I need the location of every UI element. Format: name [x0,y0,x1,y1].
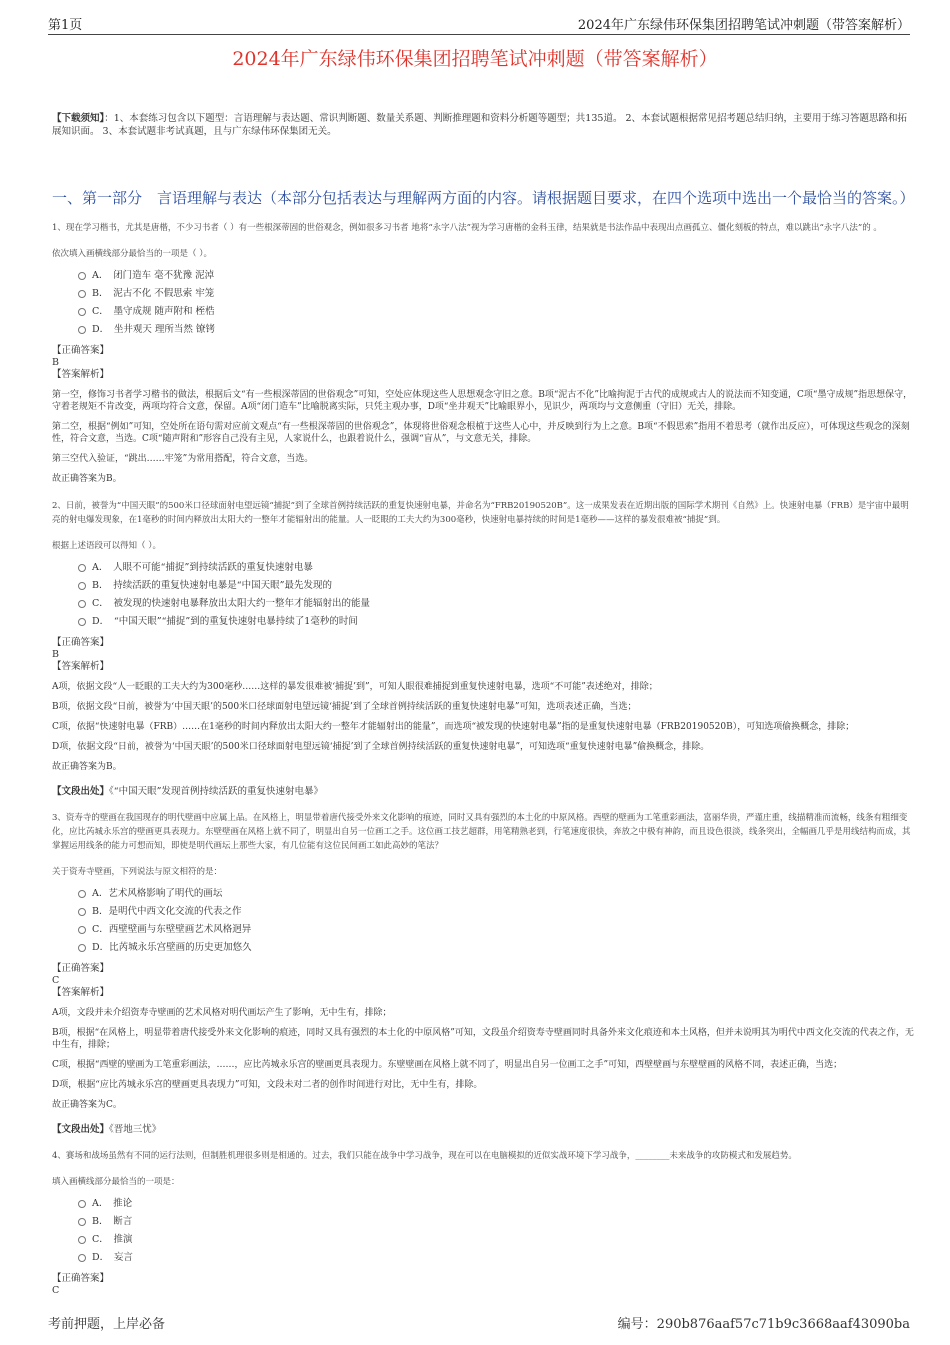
analysis-label: 【答案解析】 [52,987,110,998]
question-block [52,499,914,797]
question-instruction: 根据上述语段可以得知（ ）。 [52,541,161,551]
radio-icon[interactable] [78,926,86,934]
option-label: B． 断言 [92,1216,133,1227]
answer-block [52,345,914,381]
analysis-label: 【答案解析】 [52,369,110,380]
option-label: C． 推演 [92,1234,133,1245]
option-label: A． 人眼不可能“捕捉”到持续活跃的重复快速射电暴 [92,562,313,573]
page-header [48,12,910,35]
document-title: 2024年广东绿伟环保集团招聘笔试冲刺题（带答案解析） [232,48,718,70]
question-block [52,221,914,485]
option-item[interactable] [78,885,914,903]
option-label: A． 闭门造车 毫不犹豫 泥淖 [92,270,215,281]
analysis-paragraph: D项，根据“应比芮城永乐宫的壁画更具表现力”可知，文段未对二者的创作时间进行对比，无中生有，排除。 [52,1080,483,1090]
answer-label: 【正确答案】 [52,345,110,356]
source-title: 《“中国天眼”发现首例持续活跃的重复快速射电暴》 [109,786,323,797]
option-item[interactable] [78,577,914,595]
analysis-paragraph: 第二空，根据“例如”可知，空处所在语句需对应前文观点“有一些根深蒂固的世俗观念”，体现将世俗观念根植于这些人心中，并反映到行为上之意。B项“不假思索”指用不着思考（就作出反应），可体现这些观念的深刻性，符合文意，当选。C项“随声附和”形容自己没有主见，人家说什么，也跟着说什么，强调“盲从”，与文意无关，排除。 [52,422,910,444]
radio-icon[interactable] [78,290,86,298]
question-stem: 3、资寿寺的壁画在我国现存的明代壁画中应属上品。在风格上，明显带着唐代接受外来文化影响的痕迹，同时又具有强烈的本土化的中原风格。西壁的壁画为工笔重彩画法，富丽华贵，严谨庄重，线描精准而流畅，线条有粗细变化，应比芮城永乐宫的壁画更具表现力。东壁壁画在风格上就不同了，明显出自另一位画工之手。这位画工技艺超群，用笔精熟老到，行笔速度很快，奔放之中极有神韵，而且设色很淡，线条突出，全幅画几乎是用线结构而成，其掌握运用线条的能力可想而知，即使是明代画坛上那些大家，有几位能有这位民间画工如此高妙的笔法？ [52,813,911,851]
analysis-paragraph: B项，依据文段“日前，被誉为‘中国天眼’的500米口径球面射电望远镜‘捕捉’到了全球首例持续活跃的重复快速射电暴”可知，选项表述正确，当选； [52,702,637,712]
option-label: C．西壁壁画与东壁壁画艺术风格迥异 [92,924,252,935]
option-label: C． 墨守成规 随声附和 桎梏 [92,306,215,317]
source-title: 《晋地三忧》 [109,1124,162,1135]
option-list [78,267,914,339]
analysis-paragraph: 故正确答案为B。 [52,762,122,772]
source-label: 【文段出处】 [52,1124,110,1135]
header-doc-title: 2024年广东绿伟环保集团招聘笔试冲刺题（带答案解析） [577,18,910,33]
analysis-paragraph: B项，根据“在风格上，明显带着唐代接受外来文化影响的痕迹，同时又具有强烈的本土化的中原风格”可知，文段虽介绍资寿寺壁画同时具备外来文化痕迹和本土风格，但并未说明其为明代中西文化交流的代表之作，无中生有，排除； [52,1028,914,1050]
source-citation [52,783,914,797]
radio-icon[interactable] [78,1200,86,1208]
analysis-paragraph: 故正确答案为B。 [52,474,122,484]
option-label: C． 被发现的快速射电暴释放出太阳大约一整年才能辐射出的能量 [92,598,371,609]
answer-label: 【正确答案】 [52,637,110,648]
radio-icon[interactable] [78,618,86,626]
analysis-paragraph: 第三空代入验证，“跳出……牢笼”为常用搭配，符合文意，当选。 [52,454,314,464]
answer-label: 【正确答案】 [52,963,110,974]
radio-icon[interactable] [78,600,86,608]
notice-text: ：1、本套练习包含以下题型：言语理解与表达题、常识判断题、数量关系题、判断推理题和资料分析题等题型；共135道。 2、本套试题根据常见招考题总结归纳，主要用于练习答题思路和拓展知识面。 3、本套试题非考试真题，且与广东绿伟环保集团无关。 [52,113,908,137]
question-instruction: 关于资寿寺壁画，下列说法与原文相符的是： [52,867,223,877]
source-label: 【文段出处】 [52,786,110,797]
option-label: A． 推论 [92,1198,133,1209]
option-item[interactable] [78,613,914,631]
footer-slogan: 考前押题，上岸必备 [48,1317,166,1332]
page-number: 第1页 [48,18,83,33]
option-label: D． 坐井观天 理所当然 镣铐 [92,324,215,335]
document-body [52,112,914,1297]
option-item[interactable] [78,939,914,957]
analysis-paragraph: C项，依据“快速射电暴（FRB）……在1毫秒的时间内释放出太阳大约一整年才能辐射出的能量”，而选项“被发现的快速射电暴”指的是重复快速射电暴（FRB20190520B），可知选项偷换概念，排除； [52,722,855,732]
footer-code-value: 290b876aaf57c71b9c3668aaf43090ba [656,1317,910,1332]
section-title: 一、第一部分 言语理解与表达（本部分包括表达与理解两方面的内容。请根据题目要求，在四个选项中选出一个最恰当的答案。） [52,189,915,207]
analysis-paragraph: A项，文段并未介绍资寿寺壁画的艺术风格对明代画坛产生了影响，无中生有，排除； [52,1008,392,1018]
radio-icon[interactable] [78,272,86,280]
question-instruction: 填入画横线部分最恰当的一项是： [52,1177,180,1187]
analysis-paragraph: 故正确答案为C。 [52,1100,122,1110]
option-label: D． “中国天眼”“捕捉”到的重复快速射电暴持续了1毫秒的时间 [92,616,358,627]
analysis-paragraph: 第一空，修饰习书者学习楷书的做法，根据后文“有一些根深蒂固的世俗观念”可知，空处应体现这些人思想观念守旧之意。B项“泥古不化”比喻拘泥于古代的成规或古人的说法而不知变通，C项“墨守成规”指思想保守，守着老规矩不肯改变，两项均符合文意，保留。A项“闭门造车”比喻脱离实际，只凭主观办事，D项“坐井观天”比喻眼界小，见识少，两项均与文意侧重（守旧）无关，排除。 [52,390,913,412]
option-item[interactable] [78,1231,914,1249]
question-list [52,221,914,1297]
footer-code [618,1313,910,1332]
option-item[interactable] [78,559,914,577]
option-item[interactable] [78,321,914,339]
answer-value: B [52,357,59,368]
question-block [52,1149,914,1297]
answer-block [52,637,914,673]
answer-value: B [52,649,59,660]
option-list [78,1195,914,1267]
option-item[interactable] [78,1249,914,1267]
option-list [78,559,914,631]
option-item[interactable] [78,267,914,285]
radio-icon[interactable] [78,1218,86,1226]
question-stem: 2、日前，被誉为“中国天眼”的500米口径球面射电望远镜“捕捉”到了全球首例持续活跃的重复快速射电暴，并命名为“FRB20190520B”。这一成果发表在近期出版的国际学术期刊《自然》上。快速射电暴（FRB）是宇宙中最明亮的射电爆发现象，在1毫秒的时间内释放出太阳大约一整年才能辐射出的能量。人一眨眼的工夫大约为300毫秒，快速射电暴持续的时间是1毫秒——这样的暴发很难被“捕捉”到。 [52,501,909,525]
answer-label: 【正确答案】 [52,1273,110,1284]
analysis-paragraph: D项，依据文段“日前，被誉为‘中国天眼’的500米口径球面射电望远镜‘捕捉’到了全球首例持续活跃的重复快速射电暴”，可知选项“重复快速射电暴”偷换概念，排除。 [52,742,710,752]
option-item[interactable] [78,1195,914,1213]
answer-block [52,1273,914,1297]
option-label: B． 持续活跃的重复快速射电暴是“中国天眼”最先发现的 [92,580,332,591]
download-notice [52,112,914,138]
question-stem: 1、现在学习楷书，尤其是唐楷，不少习书者（ ）有一些根深蒂固的世俗观念，例如很多习书者 地将“永字八法”视为学习唐楷的金科玉律，结果就是书法作品中表现出点画孤立、僵化刻板的特点，难以跳出“永字八法”的 。 [52,223,882,233]
option-item[interactable] [78,921,914,939]
radio-icon[interactable] [78,326,86,334]
radio-icon[interactable] [78,890,86,898]
option-label: B． 泥古不化 不假思索 牢笼 [92,288,215,299]
option-label: B．是明代中西文化交流的代表之作 [92,906,242,917]
analysis-paragraph: A项，依据文段“人一眨眼的工夫大约为300毫秒……这样的暴发很难被‘捕捉’到”，可知人眼很难捕捉到重复快速射电暴，选项“不可能”表述绝对，排除； [52,682,658,692]
radio-icon[interactable] [78,582,86,590]
radio-icon[interactable] [78,308,86,316]
answer-value: C [52,1285,60,1296]
notice-label: 【下载须知】 [52,113,105,124]
analysis-paragraph: C项，根据“西壁的壁画为工笔重彩画法，……，应比芮城永乐宫的壁画更具表现力。东壁壁画在风格上就不同了，明显出自另一位画工之手”可知，西壁壁画与东壁壁画的风格不同，表述正确，当选； [52,1060,843,1070]
option-item[interactable] [78,595,914,613]
option-item[interactable] [78,1213,914,1231]
radio-icon[interactable] [78,1236,86,1244]
option-list [78,885,914,957]
option-label: A．艺术风格影响了明代的画坛 [92,888,223,899]
option-item[interactable] [78,903,914,921]
option-item[interactable] [78,303,914,321]
option-label: D． 妄言 [92,1252,133,1263]
analysis-label: 【答案解析】 [52,661,110,672]
option-item[interactable] [78,285,914,303]
footer-code-label: 编号： [617,1317,657,1332]
question-instruction: 依次填入画横线部分最恰当的一项是（ ）。 [52,249,212,259]
radio-icon[interactable] [78,908,86,916]
radio-icon[interactable] [78,944,86,952]
source-citation [52,1121,914,1135]
radio-icon[interactable] [78,1254,86,1262]
option-label: D．比芮城永乐宫壁画的历史更加悠久 [92,942,252,953]
question-stem: 4、赛场和战场虽然有不同的运行法则，但制胜机理很多则是相通的。过去，我们只能在战争中学习战争，现在可以在电脑模拟的近似实战环境下学习战争，________未来战争的攻防模式和发展趋势。 [52,1151,797,1161]
answer-value: C [52,975,60,986]
question-block [52,811,914,1135]
answer-block [52,963,914,999]
radio-icon[interactable] [78,564,86,572]
